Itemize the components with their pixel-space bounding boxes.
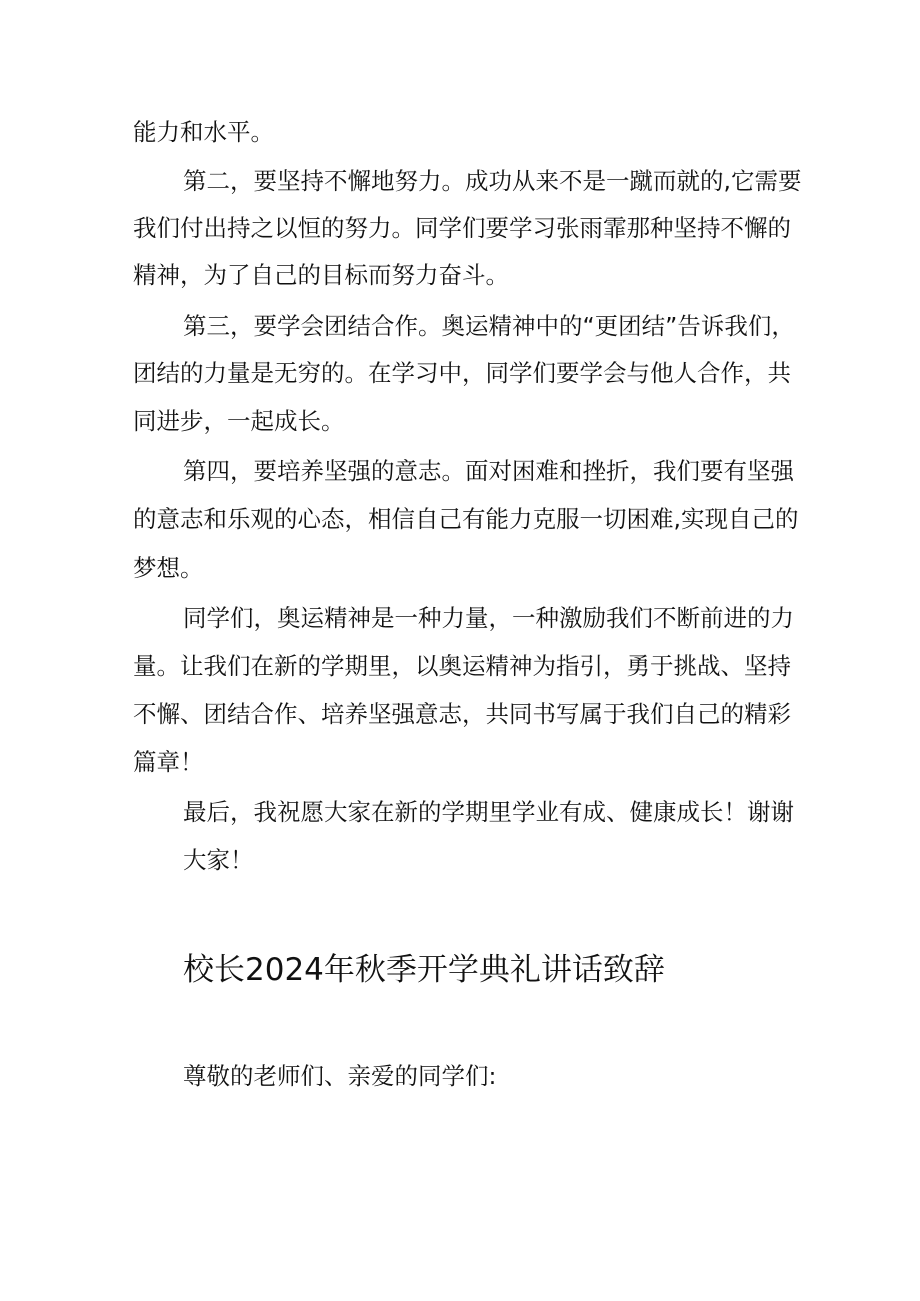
- paragraph-line: 篇章！: [133, 748, 204, 776]
- paragraph-line: 最后，我祝愿大家在新的学期里学业有成、健康成长！谢谢: [183, 798, 794, 826]
- paragraph-line: 能力和水平。: [133, 118, 274, 146]
- paragraph-line: 同进步，一起成长。: [133, 407, 345, 435]
- paragraph-line: 精神，为了自己的目标而努力奋斗。: [133, 261, 509, 289]
- paragraph-line: 梦想。: [133, 554, 204, 582]
- paragraph-line: 大家！: [183, 846, 254, 874]
- document-title: 校长2024年秋季开学典礼讲话致辞: [183, 952, 665, 988]
- paragraph-line: 我们付出持之以恒的努力。同学们要学习张雨霏那种坚持不懈的: [133, 214, 791, 242]
- paragraph-line: 第二，要坚持不懈地努力。成功从来不是一蹴而就的,它需要: [183, 167, 802, 195]
- salutation: 尊敬的老师们、亲爱的同学们:: [183, 1062, 497, 1090]
- paragraph-line: 不懈、团结合作、培养坚强意志，共同书写属于我们自己的精彩: [133, 700, 791, 728]
- paragraph-line: 团结的力量是无穷的。在学习中，同学们要学会与他人合作，共: [133, 359, 791, 387]
- paragraph-line: 量。让我们在新的学期里，以奥运精神为指引，勇于挑战、坚持: [133, 652, 791, 680]
- paragraph-line: 第三，要学会团结合作。奥运精神中的“更团结”告诉我们，: [183, 312, 795, 340]
- paragraph-line: 第四，要培养坚强的意志。面对困难和挫折，我们要有坚强: [183, 457, 794, 485]
- paragraph-line: 同学们，奥运精神是一种力量，一种激励我们不断前进的力: [183, 604, 794, 632]
- paragraph-line: 的意志和乐观的心态，相信自己有能力克服一切困难,实现自己的: [133, 505, 799, 533]
